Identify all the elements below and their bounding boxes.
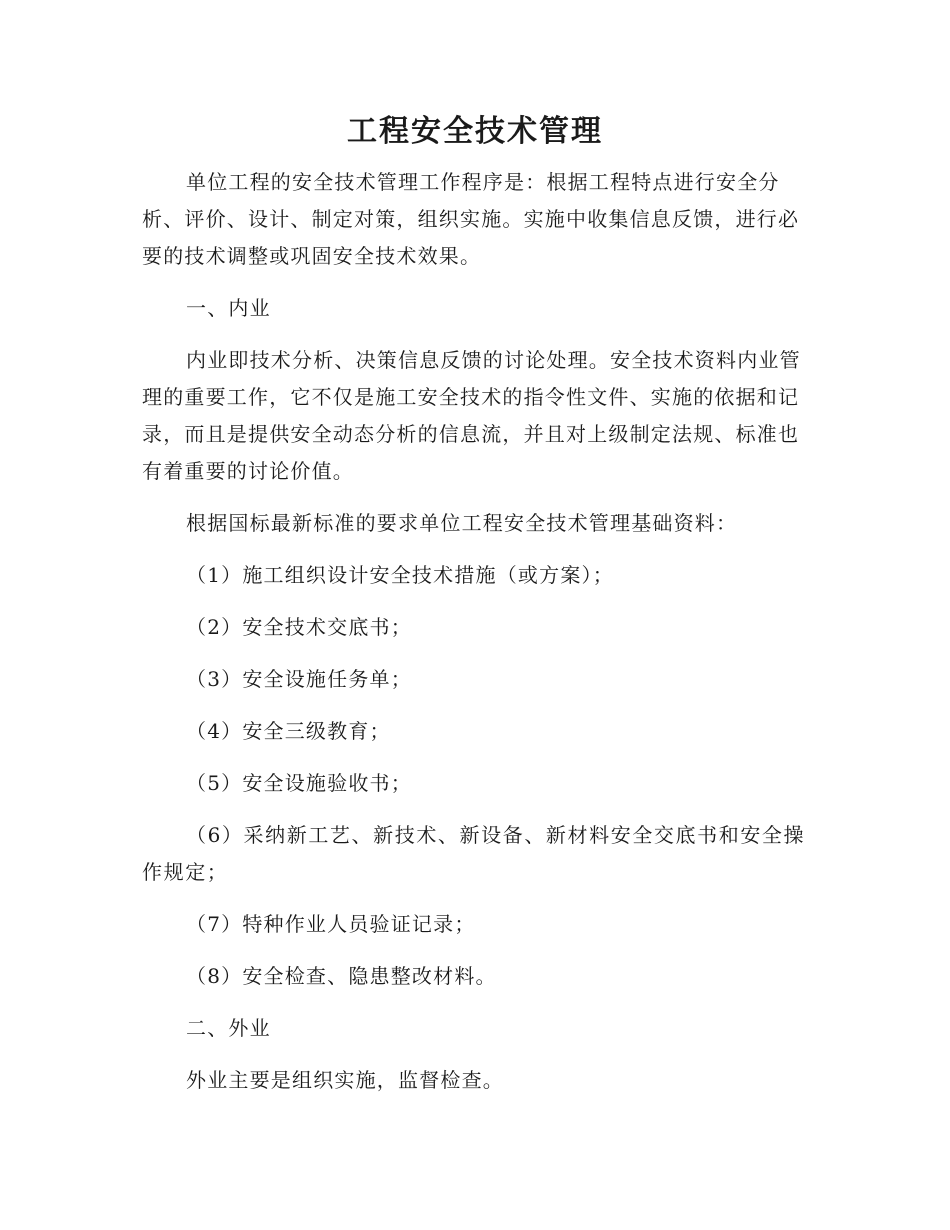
list-item: （1）施工组织设计安全技术措施（或方案）； bbox=[186, 563, 614, 587]
list-item: （6）采纳新工艺、新技术、新设备、新材料安全交底书和安全操作规定； bbox=[142, 823, 806, 884]
list-item: （3）安全设施任务单； bbox=[186, 667, 412, 691]
list-intro: 根据国标最新标准的要求单位工程安全技术管理基础资料： bbox=[186, 511, 738, 535]
section-heading-internal: 一、内业 bbox=[186, 296, 271, 320]
list-item: （5）安全设施验收书； bbox=[186, 771, 412, 795]
external-paragraph: 外业主要是组织实施，监督检查。 bbox=[186, 1068, 504, 1092]
document-body bbox=[142, 164, 810, 1114]
section-heading-external: 二、外业 bbox=[186, 1016, 271, 1040]
list-item: （4）安全三级教育； bbox=[186, 719, 391, 743]
list-item: （8）安全检查、隐患整改材料。 bbox=[186, 964, 497, 988]
list-item: （7）特种作业人员验证记录； bbox=[186, 912, 476, 936]
intro-paragraph: 单位工程的安全技术管理工作程序是：根据工程特点进行安全分析、评价、设计、制定对策，组织实施。实施中收集信息反馈，进行必要的技术调整或巩固安全技术效果。 bbox=[142, 170, 800, 268]
document-title: 工程安全技术管理 bbox=[347, 114, 603, 149]
list-item: （2）安全技术交底书； bbox=[186, 615, 412, 639]
internal-paragraph: 内业即技术分析、决策信息反馈的讨论处理。安全技术资料内业管理的重要工作，它不仅是施工安全技术的指令性文件、实施的依据和记录，而且是提供安全动态分析的信息流，并且对上级制定法规、标准也有着重要的讨论价值。 bbox=[142, 348, 801, 483]
